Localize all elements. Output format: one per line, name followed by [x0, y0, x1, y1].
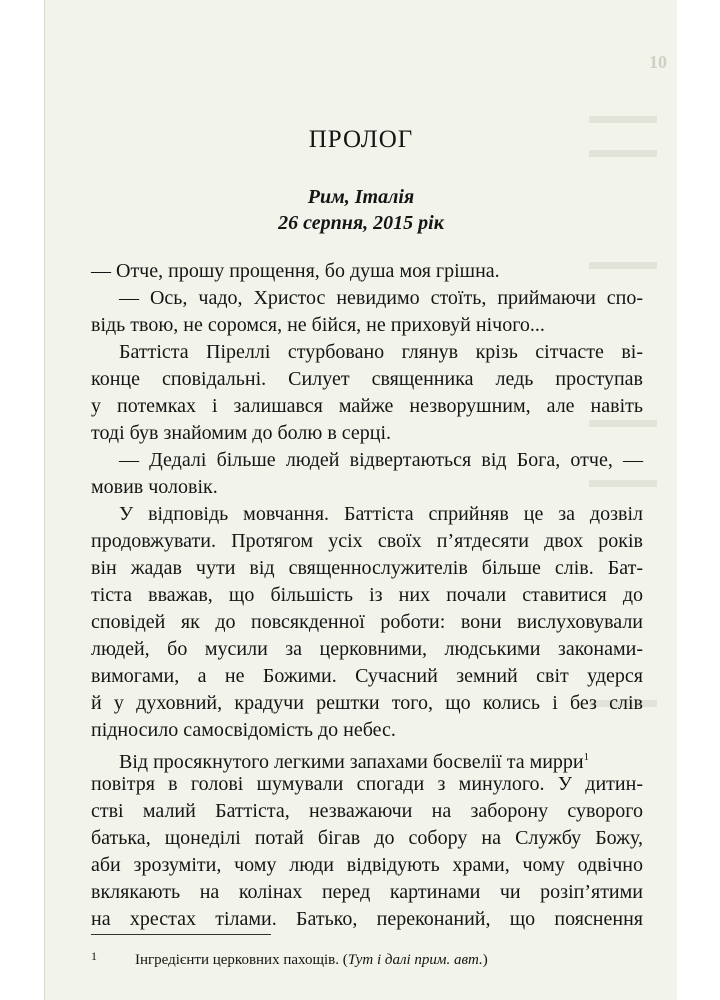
text-line: Баттіста Піреллі стурбовано глянув крізь сітчасте ві- — [119, 341, 643, 363]
footnote-text: Інгредієнти церковних пахощів. ( — [135, 952, 348, 968]
footnote-italic: Тут і далі прим. авт. — [347, 952, 483, 968]
text-line: людей, бо мусили за церковними, людськими законами- — [91, 638, 643, 660]
footnote-close: ) — [482, 952, 488, 968]
text-line: відь твою, не соромся, не бійся, не приховуй нічого... — [91, 314, 545, 336]
text-line: У відповідь мовчання. Баттіста сприйняв це за дозвіл — [119, 503, 643, 525]
text-line: вимогами, а не Божими. Сучасний земний світ удерся — [91, 665, 643, 687]
text-line: — Отче, прошу прощення, бо душа моя грішна. — [91, 260, 500, 282]
text-line — [119, 744, 643, 773]
text-line: — Ось, чадо, Христос невидимо стоїть, приймаючи спо- — [119, 287, 643, 309]
text-line: сповідей як до повсякденної роботи: вони вислуховували — [91, 611, 643, 633]
text-line: аби зрозуміти, чому люди відвідують храми, чому одвічно — [91, 854, 643, 876]
footnote-marker: 1 — [583, 751, 590, 763]
show-through-text — [589, 116, 657, 123]
text-line: на хрестах тілами. Батько, переконаний, що пояснення — [91, 908, 643, 930]
book-page — [44, 0, 677, 1000]
text-line: продовжувати. Протягом усіх своїх п’ятдесяти двох років — [91, 530, 643, 552]
text-line: у потемках і залишався майже незворушним, але навіть — [91, 395, 643, 417]
chapter-title: ПРОЛОГ — [308, 126, 414, 153]
page-number: 10 — [649, 52, 667, 72]
text-line: — Дедалі більше людей відвертаються від Бога, отче, — — [119, 449, 643, 471]
text-line: повітря в голові шумували спогади з минулого. У дитин- — [91, 773, 643, 795]
text-line-content: Від просякнутого легкими запахами босвелії та мирри — [119, 751, 584, 773]
text-line: тоді був знайомим до болю в серці. — [91, 422, 392, 444]
text-line: мовив чоловік. — [91, 476, 218, 498]
chapter-date: 26 серпня, 2015 рік — [278, 212, 444, 234]
text-line: тіста вважав, що більшість із них почали ставитися до — [91, 584, 643, 606]
text-line: стві малий Баттіста, незважаючи на заборону суворого — [91, 800, 643, 822]
text-line: вклякають на колінах перед картинами чи розіп’ятими — [91, 881, 643, 903]
footnote-divider — [91, 934, 271, 935]
footnote — [91, 946, 651, 970]
chapter-place: Рим, Італія — [307, 186, 415, 208]
text-line: й у духовний, крадучи рештки того, що колись і без слів — [91, 692, 643, 714]
text-line: він жадав чути від священнослужителів більше слів. Бат- — [91, 557, 643, 579]
text-line: конце сповідальні. Силует священника ледь проступав — [91, 368, 643, 390]
text-line: підносило самосвідомість до небес. — [91, 719, 396, 741]
footnote-number: 1 — [91, 949, 97, 963]
text-line: батька, щонеділі потай бігав до собору на Службу Божу, — [91, 827, 643, 849]
